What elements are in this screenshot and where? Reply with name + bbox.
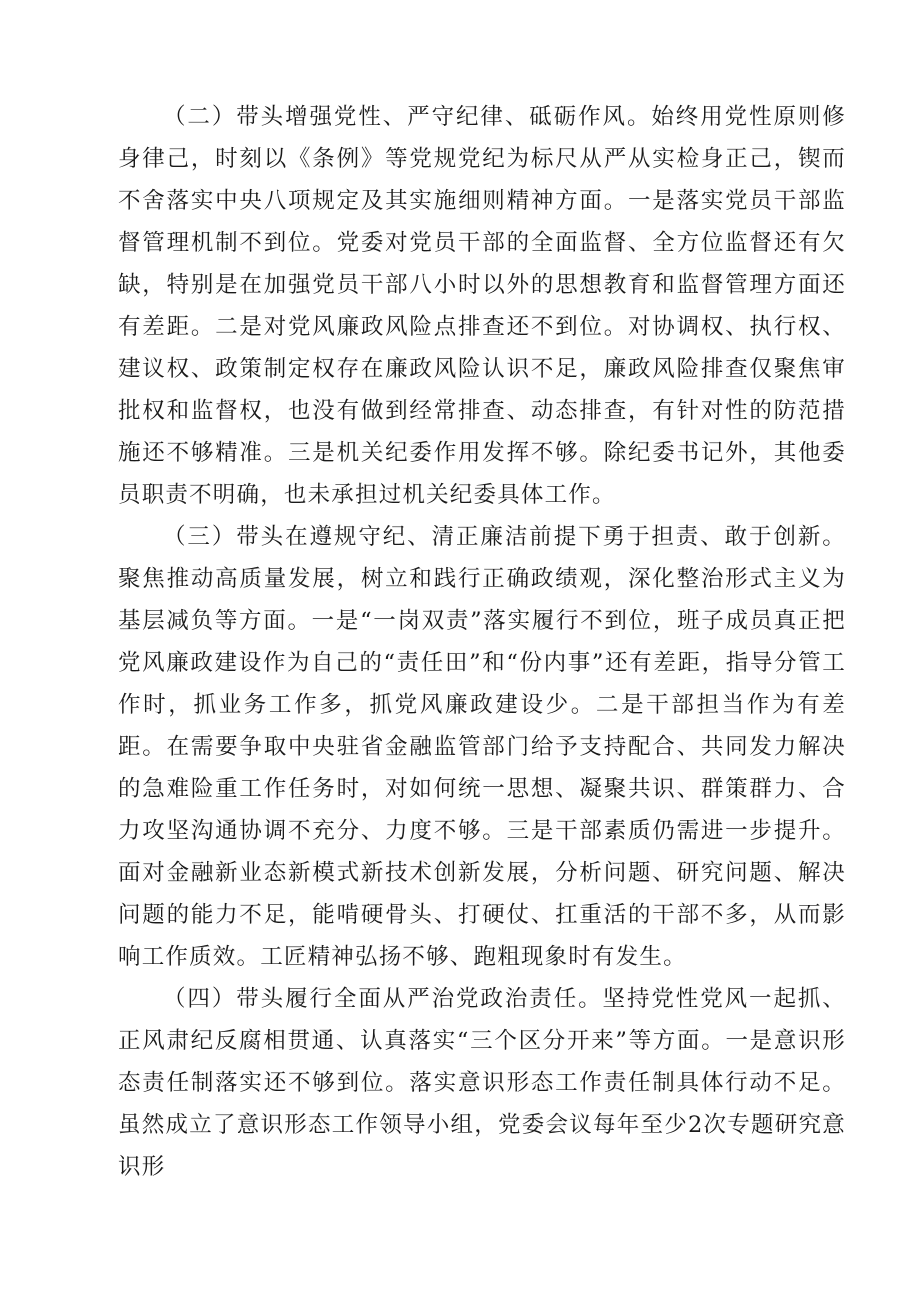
paragraph-section-3: （三）带头在遵规守纪、清正廉洁前提下勇于担责、敢于创新。聚焦推动高质量发展，树立和践行正确政绩观，深化整治形式主义为基层减负等方面。一是“一岗双责”落实履行不到位，班子成员真正把党风廉政建设作为自己的“责任田”和“份内事”还有差距，指导分管工作时，抓业务工作多，抓党风廉政建设少。二是干部担当作为有差距。在需要争取中央驻省金融监管部门给予支持配合、共同发力解决的急难险重工作任务时，对如何统一思想、凝聚共识、群策群力、合力攻坚沟通协调不充分、力度不够。三是干部素质仍需进一步提升。面对金融新业态新模式新技术创新发展，分析问题、研究问题、解决问题的能力不足，能啃硬骨头、打硬仗、扛重活的干部不多，从而影响工作质效。工匠精神弘扬不够、跑粗现象时有发生。 [118, 524, 846, 970]
document-body [118, 96, 846, 1188]
paragraph-section-4: （四）带头履行全面从严治党政治责任。坚持党性党风一起抓、正风肃纪反腐相贯通、认真落实“三个区分开来”等方面。一是意识形态责任制落实还不够到位。落实意识形态工作责任制具体行动不足。虽然成立了意识形态工作领导小组，党委会议每年至少2次专题研究意识形 [118, 986, 846, 1180]
paragraph-section-2: （二）带头增强党性、严守纪律、砥砺作风。始终用党性原则修身律己，时刻以《条例》等党规党纪为标尺从严从实检身正己，锲而不舍落实中央八项规定及其实施细则精神方面。一是落实党员干部监督管理机制不到位。党委对党员干部的全面监督、全方位监督还有欠缺，特别是在加强党员干部八小时以外的思想教育和监督管理方面还有差距。二是对党风廉政风险点排查还不到位。对协调权、执行权、建议权、政策制定权存在廉政风险认识不足，廉政风险排查仅聚焦审批权和监督权，也没有做到经常排查、动态排查，有针对性的防范措施还不够精准。三是机关纪委作用发挥不够。除纪委书记外，其他委员职责不明确，也未承担过机关纪委具体工作。 [118, 104, 846, 508]
